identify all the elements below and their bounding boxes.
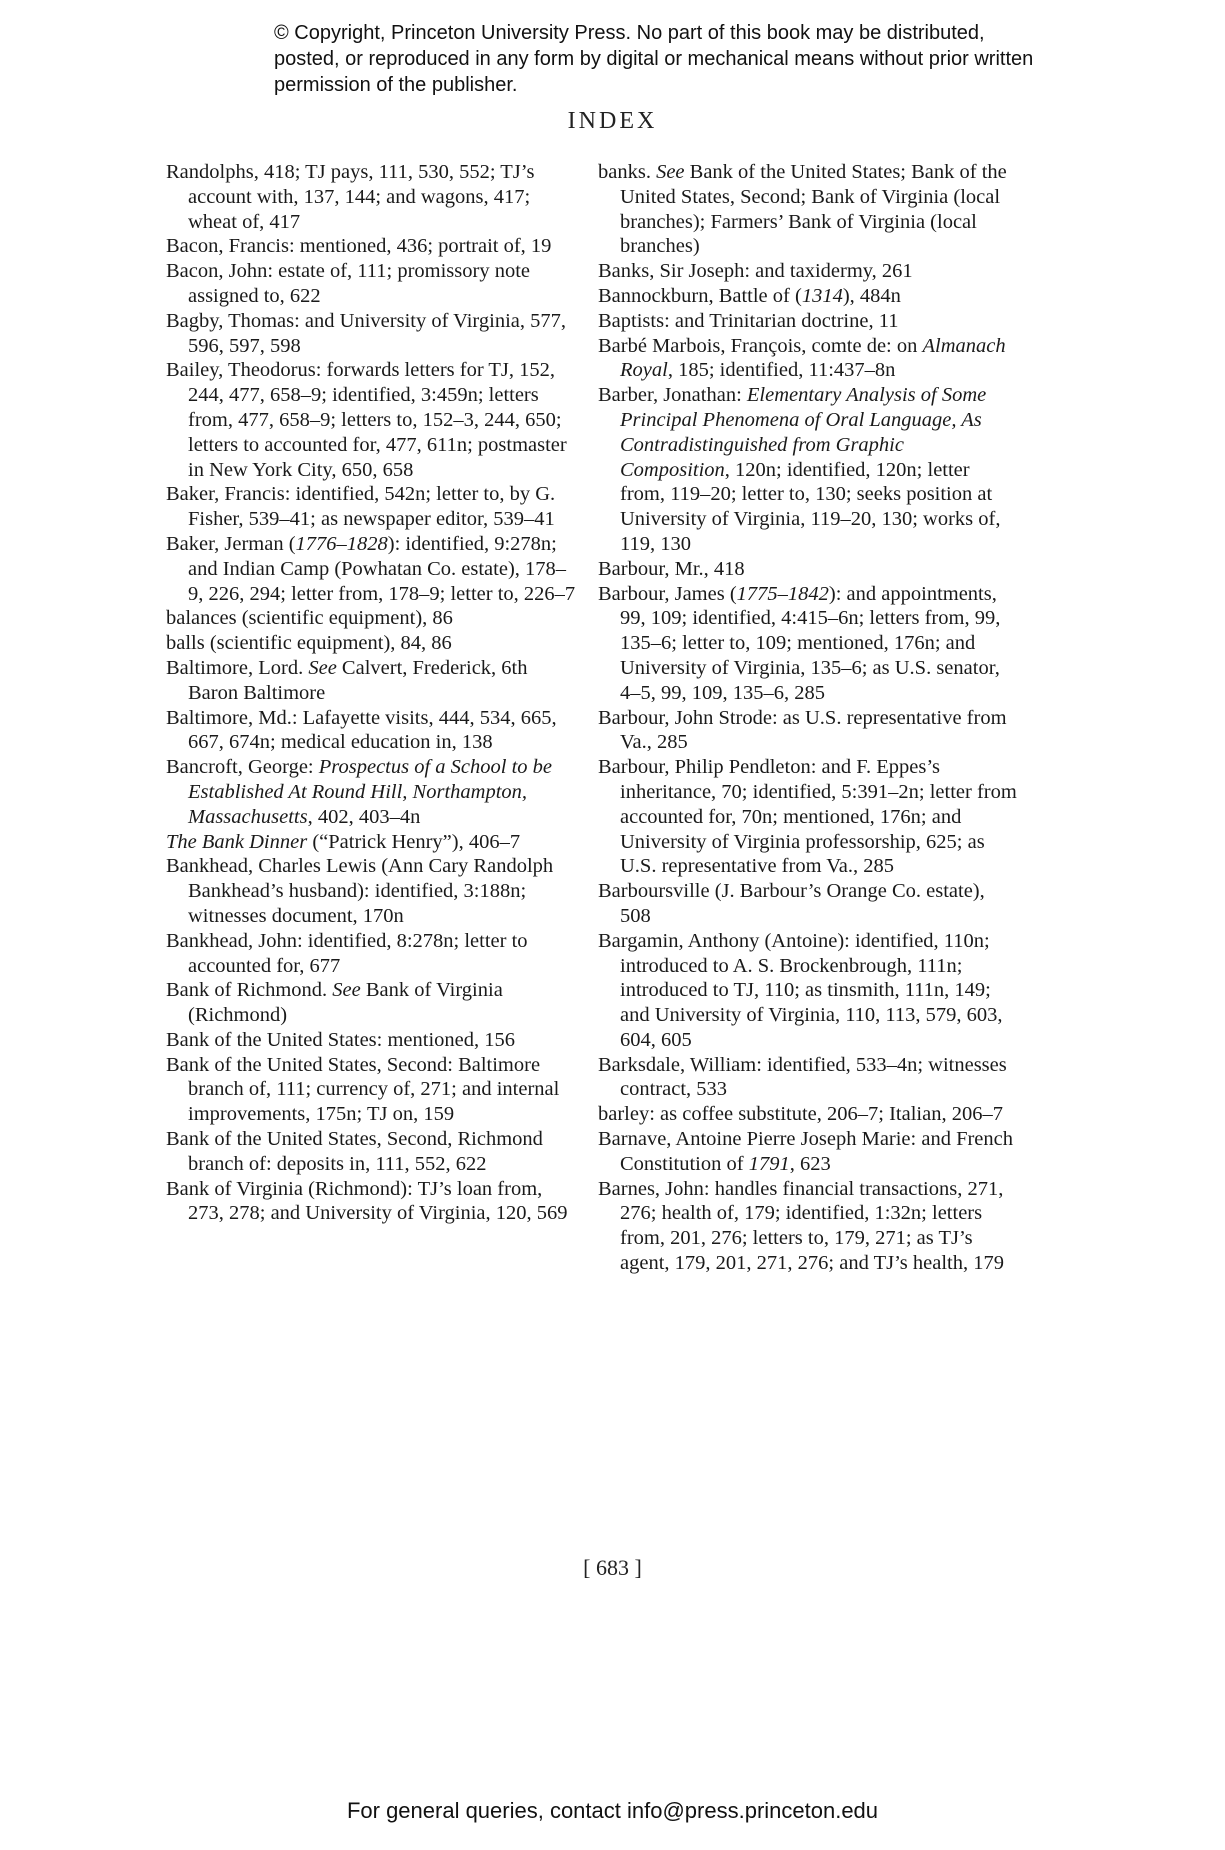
index-entry-text: Bannockburn, Battle of ( xyxy=(598,284,802,307)
index-entry-text: Bank of the United States, Second: Baltimore branch of, 111; currency of, 271; and internal improvements, 175n; TJ on, 159 xyxy=(166,1053,560,1126)
index-entry-text: Bankhead, John: identified, 8:278n; letter to accounted for, 677 xyxy=(166,929,528,977)
running-head: INDEX xyxy=(567,108,658,134)
index-entry xyxy=(598,879,1018,929)
index-entry-text: , 623 xyxy=(789,1152,831,1175)
index-entry-text: Bancroft, George: xyxy=(166,756,319,779)
index-entry-text: Barksdale, William: identified, 533–4n; witnesses contract, 533 xyxy=(598,1053,1007,1101)
index-entry-text: Bank of the United States: mentioned, 156 xyxy=(166,1028,516,1051)
index-entry-italic: See xyxy=(308,656,337,679)
index-entry xyxy=(598,1053,1018,1103)
index-entry xyxy=(598,1177,1018,1276)
index-entry-text: Bagby, Thomas: and University of Virginia, 577, 596, 597, 598 xyxy=(166,309,567,357)
index-entry xyxy=(166,1177,576,1227)
index-entry-text: Barboursville (J. Barbour’s Orange Co. estate), 508 xyxy=(598,880,985,927)
index-entry xyxy=(598,259,1018,284)
index-entry-italic: Prospectus of a School to be Established At Round Hill, Northampton, Massachusetts xyxy=(188,756,552,828)
index-entry-text: Barber, Jonathan: xyxy=(598,384,747,407)
index-entry-text: Barbour, Philip Pendleton: and F. Eppes’s inheritance, 70; identified, 5:391–2n; letter from accounted for, 70n; mentioned, 176n; and University of Virginia professorship, 625; as U.S. representative from Va., 285 xyxy=(598,756,1017,878)
index-entry xyxy=(166,830,576,855)
copyright-notice: © Copyright, Princeton University Press. No part of this book may be distributed, posted, or reproduced in any form by digital or mechanical means without prior written permission of the publisher. xyxy=(274,22,1034,96)
index-entry xyxy=(166,309,576,359)
index-entry-text: Baptists: and Trinitarian doctrine, 11 xyxy=(598,309,899,332)
index-entry-text: Barbour, Mr., 418 xyxy=(598,557,745,580)
index-entry-italic: 1314 xyxy=(801,284,843,307)
index-entry xyxy=(166,706,576,756)
index-entry-italic: 1775–1842 xyxy=(736,582,829,605)
index-entry xyxy=(166,1053,576,1127)
index-entry-text: Bailey, Theodorus: forwards letters for TJ, 152, 244, 477, 658–9; identified, 3:459n; letters from, 477, 658–9; letters to, 152–3, 244, 650; letters to accounted for, 477, 611n; postmaster in New York City, 650, 658 xyxy=(166,359,567,481)
index-entry-text: ): identified, 9:278n; and Indian Camp (Powhatan Co. estate), 178–9, 226, 294; letter from, 178–9; letter to, 226–7 xyxy=(188,532,576,605)
index-entry-text: , 402, 403–4n xyxy=(307,805,421,828)
index-column-left xyxy=(166,160,576,1226)
index-entry xyxy=(598,284,1018,309)
index-entry-text: Bank of Richmond. xyxy=(166,979,333,1002)
index-entry xyxy=(598,309,1018,334)
index-entry-text: Bank of Virginia (Richmond) xyxy=(188,979,503,1027)
index-entry-text: Baker, Francis: identified, 542n; letter to, by G. Fisher, 539–41; as newspaper editor, 539–41 xyxy=(166,483,556,531)
index-entry xyxy=(166,656,576,706)
index-entry xyxy=(598,582,1018,706)
index-entry xyxy=(166,929,576,979)
index-entry xyxy=(166,234,576,259)
index-entry-text: Randolphs, 418; TJ pays, 111, 530, 552; TJ’s account with, 137, 144; and wagons, 417; wheat of, 417 xyxy=(166,161,535,233)
index-entry-italic: 1791 xyxy=(748,1152,790,1175)
index-entry xyxy=(166,606,576,631)
index-entry xyxy=(598,1102,1018,1127)
index-entry xyxy=(598,383,1018,557)
index-entry-text: balances (scientific equipment), 86 xyxy=(166,607,453,630)
index-entry-text: Barnes, John: handles financial transactions, 271, 276; health of, 179; identified, 1:32n; letters from, 201, 276; letters to, 179, 271; as TJ’s agent, 179, 201, 271, 276; and TJ’s health, 179 xyxy=(598,1177,1004,1275)
index-entry xyxy=(598,334,1018,384)
index-column-right xyxy=(598,160,1018,1276)
index-entry-text: Barbour, James ( xyxy=(598,582,737,605)
index-entry-text: ), 484n xyxy=(842,284,901,307)
index-entry-text: Bankhead, Charles Lewis (Ann Cary Randolph Bankhead’s husband): identified, 3:188n; witnesses document, 170n xyxy=(166,855,554,927)
index-entry xyxy=(166,978,576,1028)
index-entry-text: Banks, Sir Joseph: and taxidermy, 261 xyxy=(598,260,913,283)
index-entry-text: Baltimore, Lord. xyxy=(166,656,309,679)
index-entry-italic: See xyxy=(332,979,361,1002)
index-entry-text: , 120n; identified, 120n; letter from, 119–20; letter to, 130; seeks position at University of Virginia, 119–20, 130; works of, 119, 130 xyxy=(620,458,1001,555)
index-entry-text: ): and appointments, 99, 109; identified, 4:415–6n; letters from, 99, 135–6; letter to, 109; mentioned, 176n; and University of Virginia, 135–6; as U.S. senator, 4–5, 99, 109, 135–6, 285 xyxy=(620,582,1001,704)
index-entry-text: Barbour, John Strode: as U.S. representative from Va., 285 xyxy=(598,706,1007,754)
footer-contact: For general queries, contact info@press.princeton.edu xyxy=(346,1798,879,1823)
index-entry xyxy=(166,631,576,656)
index-entry-italic: The Bank Dinner xyxy=(166,830,308,853)
index-entry-text: Bacon, John: estate of, 111; promissory note assigned to, 622 xyxy=(166,260,531,307)
index-entry-text: , 185; identified, 11:437–8n xyxy=(667,359,896,382)
index-entry xyxy=(598,929,1018,1053)
index-entry-text: Barbé Marbois, François, comte de: on xyxy=(598,334,923,357)
index-entry xyxy=(166,358,576,482)
page-number: [ 683 ] xyxy=(583,1555,642,1580)
index-entry-text: Bank of the United States; Bank of the United States, Second; Bank of Virginia (local branches); Farmers’ Bank of Virginia (local branches) xyxy=(620,161,1007,258)
index-entry xyxy=(166,1127,576,1177)
index-entry xyxy=(598,160,1018,259)
index-entry-text: Bank of Virginia (Richmond): TJ’s loan from, 273, 278; and University of Virginia, 120, 569 xyxy=(166,1177,568,1225)
index-entry xyxy=(598,557,1018,582)
index-entry-text: Bargamin, Anthony (Antoine): identified, 110n; introduced to A. S. Brockenbrough, 111n; introduced to TJ, 110; as tinsmith, 111n, 149; and University of Virginia, 110, 113, 579, 603, 604, 605 xyxy=(598,929,1003,1051)
index-entry xyxy=(166,259,576,309)
index-entry xyxy=(166,854,576,928)
index-entry xyxy=(166,755,576,829)
index-entry-italic: Elementary Analysis of Some Principal Phenomena of Oral Language, As Contradistinguished from Graphic Composition xyxy=(620,384,987,481)
index-entry xyxy=(166,532,576,606)
index-entry xyxy=(598,755,1018,879)
index-entry-text: barley: as coffee substitute, 206–7; Italian, 206–7 xyxy=(598,1103,1003,1126)
index-entry-text: Baker, Jerman ( xyxy=(166,532,296,555)
index-entry-text: balls (scientific equipment), 84, 86 xyxy=(166,632,452,655)
index-entry-text: banks. xyxy=(598,161,657,183)
index-entry xyxy=(166,1028,576,1053)
index-entry-italic: Almanach Royal xyxy=(620,334,1006,382)
index-entry-text: Calvert, Frederick, 6th Baron Baltimore xyxy=(188,656,528,704)
index-entry-italic: 1776–1828 xyxy=(295,532,388,555)
index-entry xyxy=(166,482,576,532)
index-entry xyxy=(598,1127,1018,1177)
index-entry-italic: See xyxy=(656,161,685,183)
index-entry-text: Baltimore, Md.: Lafayette visits, 444, 534, 665, 667, 674n; medical education in, 138 xyxy=(166,706,557,754)
index-entry-text: Bacon, Francis: mentioned, 436; portrait of, 19 xyxy=(166,235,552,258)
index-entry-text: Bank of the United States, Second, Richmond branch of: deposits in, 111, 552, 622 xyxy=(166,1128,543,1175)
index-entry xyxy=(598,706,1018,756)
index-entry-text: Barnave, Antoine Pierre Joseph Marie: and French Constitution of xyxy=(598,1128,1014,1175)
index-entry-text: (“Patrick Henry”), 406–7 xyxy=(307,830,521,853)
index-entry xyxy=(166,160,576,234)
